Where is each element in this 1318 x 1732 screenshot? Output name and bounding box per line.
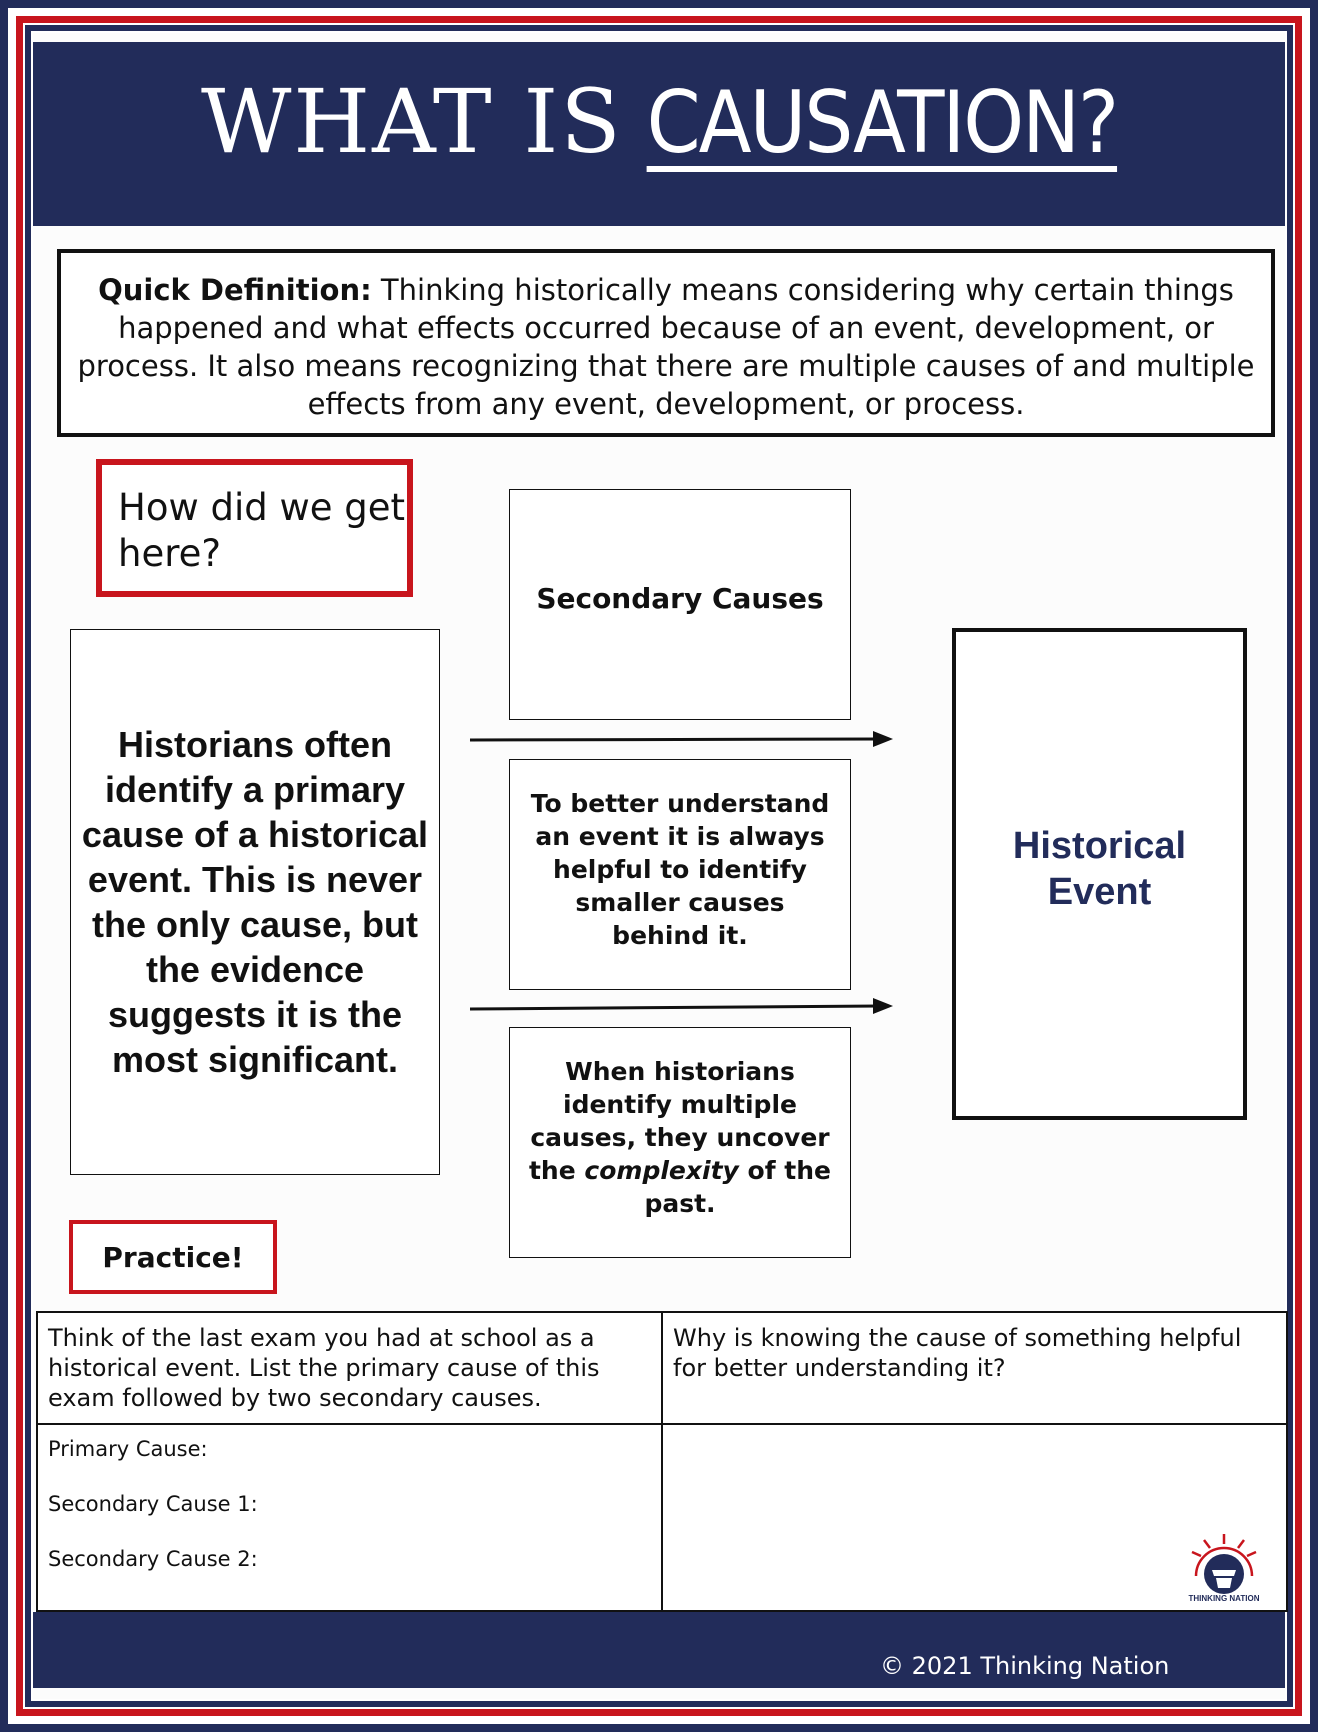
question-box	[96, 459, 413, 597]
secondary-cause-text-3-italic: complexity	[584, 1156, 739, 1185]
secondary-cause-box-3	[509, 1027, 851, 1258]
arrow-lower	[470, 998, 893, 1014]
practice-table	[36, 1311, 1288, 1612]
practice-answers-row	[37, 1424, 1287, 1611]
secondary-cause-text-3	[524, 1055, 836, 1220]
practice-label: Practice!	[102, 1240, 244, 1274]
question-text: How did we get here?	[118, 486, 406, 575]
page-title-part1: WHAT IS	[200, 70, 623, 173]
secondary-cause-text-2: To better understand an event it is always helpful to identify smaller causes behind it.	[530, 789, 830, 950]
secondary-causes-heading: Secondary Causes	[536, 582, 824, 615]
prompt-left-cell	[37, 1312, 662, 1424]
answer-left-cell[interactable]	[37, 1424, 662, 1611]
practice-prompts-row	[37, 1312, 1287, 1424]
secondary-cause-text-3-a: When historians identify multiple causes, they uncover the	[528, 1057, 830, 1185]
practice-label-box	[69, 1220, 277, 1294]
definition-label: Quick Definition:	[98, 273, 372, 307]
secondary-cause-1-line: Secondary Cause 1:	[48, 1492, 258, 1516]
prompt-right-cell	[662, 1312, 1287, 1424]
page-title-part2: CAUSATION?	[646, 73, 1118, 173]
prompt-right: Why is knowing the cause of something helpful for better understanding it?	[673, 1324, 1242, 1382]
arrow-upper	[470, 731, 893, 747]
thinking-nation-logo-icon	[1182, 1530, 1266, 1604]
secondary-cause-text-3-b: of the past.	[644, 1156, 831, 1218]
prompt-left: Think of the last exam you had at school as a historical event. List the primary cause of this exam followed by two secondary causes.	[48, 1324, 600, 1412]
secondary-cause-2-line: Secondary Cause 2:	[48, 1547, 258, 1571]
page-title	[33, 70, 1285, 200]
historical-event-box	[952, 628, 1247, 1120]
definition-box	[57, 249, 1275, 437]
cause-arrows	[465, 720, 905, 1020]
copyright-text: © 2021 Thinking Nation	[880, 1652, 1170, 1680]
primary-cause-line: Primary Cause:	[48, 1437, 208, 1461]
historical-event-label: Historical Event	[1012, 825, 1187, 913]
primary-cause-box	[70, 629, 440, 1175]
logo-text: THINKING NATION	[1188, 1594, 1260, 1603]
secondary-causes-box	[509, 489, 851, 720]
primary-cause-text: Historians often identify a primary cause of a historical event. This is never the only cause, but the evidence suggests it is the most significant.	[81, 724, 429, 1080]
definition-text: Thinking historically means considering why certain things happened and what effects occurred because of an event, development, or process. It also means recognizing that there are multiple causes of and multiple effects from any event, development, or process.	[77, 273, 1255, 421]
